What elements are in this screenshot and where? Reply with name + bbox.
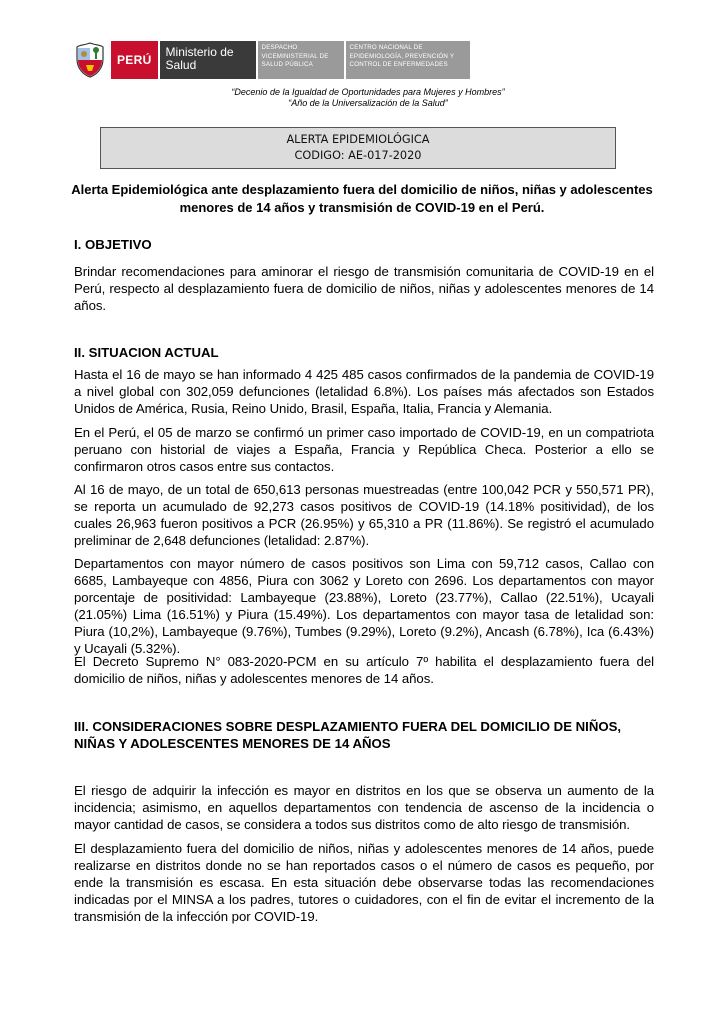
paragraph-situacion-1: Hasta el 16 de mayo se han informado 4 425 485 casos confirmados de la pandemia de COVID-19 a nivel global con 302,059 defunciones (letalidad 6.8%). Los países más afectados son Estados Unidos de América, Rusia, Reino Unido, Brasil, España, Italia, Francia y Alemania. <box>74 367 654 416</box>
decenio-text <box>0 87 724 109</box>
peru-label: PERÚ <box>111 41 158 79</box>
ministerio-label: Ministerio de Salud <box>158 41 256 79</box>
document-title: Alerta Epidemiológica ante desplazamiento fuera del domicilio de niños, niñas y adolescentes menores de 14 años y transmisión de COVID-19 en el Perú. <box>71 182 653 215</box>
decenio-line-1: “Decenio de la Igualdad de Oportunidades para Mujeres y Hombres” <box>231 87 505 97</box>
alert-title: ALERTA EPIDEMIOLÓGICA <box>286 133 430 146</box>
paragraph-situacion-2: En el Perú, el 05 de marzo se confirmó un primer caso importado de COVID-19, en un compatriota peruano con historial de viajes a España, Francia y República Checa. Posterior a ello se confirmaron otros casos entre sus contactos. <box>74 425 654 474</box>
paragraph-situacion-4: Departamentos con mayor número de casos positivos son Lima con 59,712 casos, Callao con 6685, Lambayeque con 4856, Piura con 3062 y Loreto con 2696. Los departamentos con mayor porcentaje de positividad: Lambayeque (23.88%), Loreto (23.77%), Callao (22.51%), Ucayali (21.05%) Lima (16.51%) y Piura (15.49%). Los departamentos con mayor tasa de letalidad son: Piura (10,2%), Lambayeque (9.76%), Tumbes (9.29%), Loreto (9.2%), Ancash (6.78%), Ica (6.43%) y Ucayali (5.32%). <box>74 556 654 656</box>
paragraph-objetivo: Brindar recomendaciones para aminorar el riesgo de transmisión comunitaria de COVID-19 en el Perú, respecto al desplazamiento fuera de domicilio de niños, niñas y adolescentes menores de 14 años. <box>74 264 654 313</box>
header-logos <box>75 41 470 79</box>
section-heading-situacion: II. SITUACION ACTUAL <box>74 345 219 360</box>
section-heading-objetivo: I. OBJETIVO <box>74 237 152 252</box>
paragraph-situacion-5: El Decreto Supremo N° 083-2020-PCM en su artículo 7º habilita el desplazamiento fuera del domicilio de niños, niñas y adolescentes menores de 14 años. <box>74 654 654 686</box>
peru-coat-of-arms-icon <box>75 41 105 79</box>
paragraph-consideraciones-1: El riesgo de adquirir la infección es mayor en distritos en los que se observa un aumento de la incidencia; asimismo, en aquellos departamentos con tendencia de ascenso de la incidencia o mayor cantidad de casos, se considera a todos sus distritos como de alto riesgo de transmisión. <box>74 783 654 832</box>
centro-label: CENTRO NACIONAL DE EPIDEMIOLOGÍA, PREVENCIÓN Y CONTROL DE ENFERMEDADES <box>344 41 470 79</box>
paragraph-situacion-3: Al 16 de mayo, de un total de 650,613 personas muestreadas (entre 100,042 PCR y 550,571 PR), se reporta un acumulado de 92,273 casos positivos de COVID-19 (14.18% positividad), de los cuales 26,963 fueron positivos a PCR (26.95%) y 65,310 a PR (11.86%). Se registró el acumulado preliminar de 2,648 defunciones (letalidad: 2.87%). <box>74 482 654 548</box>
section-heading-consideraciones: III. CONSIDERACIONES SOBRE DESPLAZAMIENTO FUERA DEL DOMICILIO DE NIÑOS, NIÑAS Y ADOLESCENTES MENORES DE 14 AÑOS <box>74 719 622 751</box>
alert-code-box <box>100 127 616 169</box>
decenio-line-2: “Año de la Universalización de la Salud” <box>288 98 448 108</box>
paragraph-consideraciones-2: El desplazamiento fuera del domicilio de niños, niñas y adolescentes menores de 14 años, puede realizarse en distritos donde no se han reportados casos o el número de casos es pequeño, por ende la transmisión es escasa. En esta situación debe observarse todas las recomendaciones indicadas por el MINSA a los padres, tutores o cuidadores, con el fin de evitar el incremento de la transmisión de la infección por COVID-19. <box>74 841 654 924</box>
despacho-label: DESPACHO VICEMINISTERIAL DE SALUD PÚBLICA <box>256 41 344 79</box>
alert-code: CODIGO: AE-017-2020 <box>294 149 422 162</box>
